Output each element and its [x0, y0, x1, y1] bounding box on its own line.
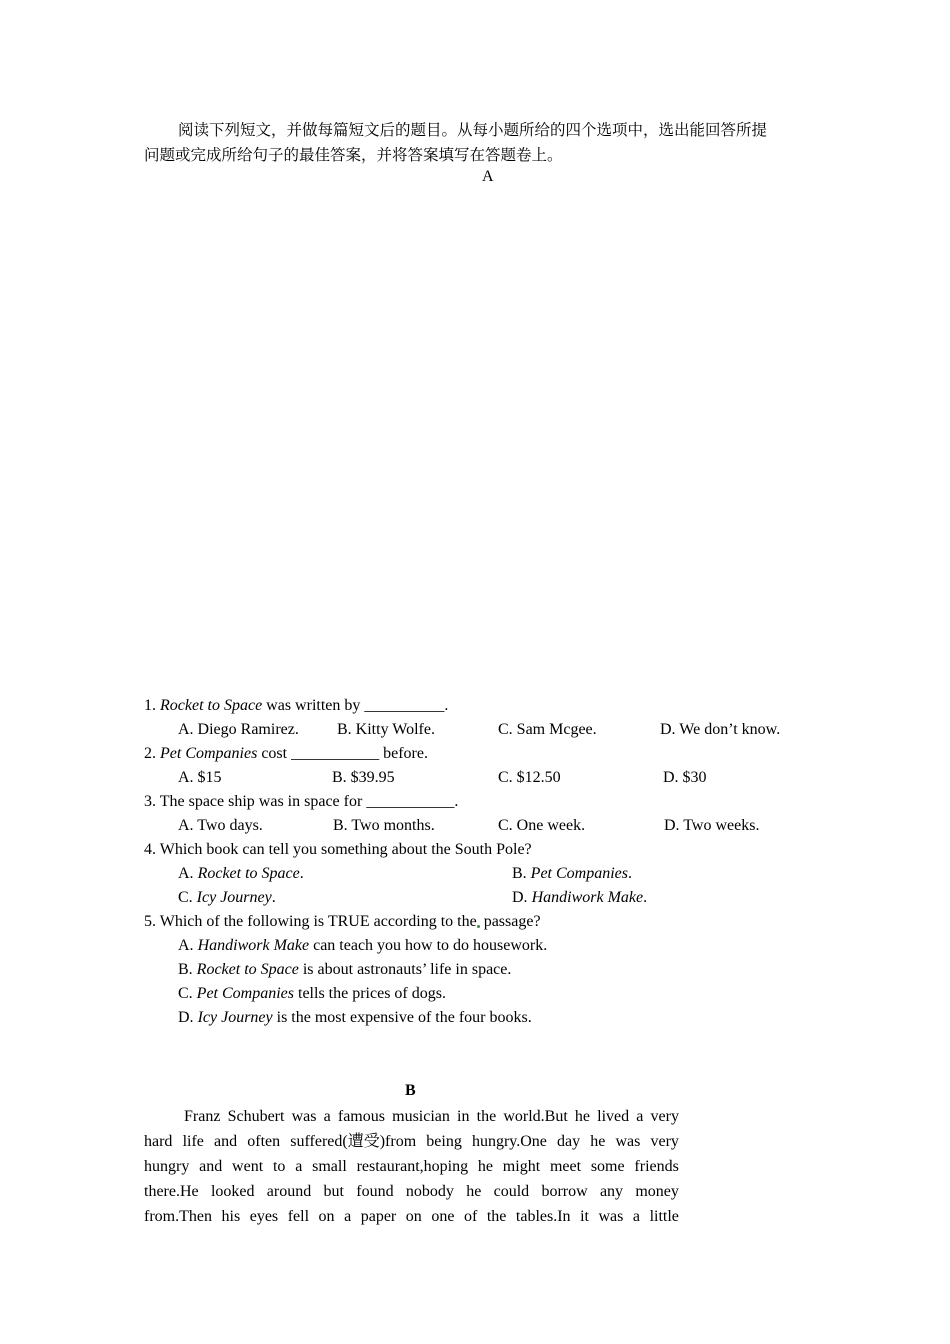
q4-option-d[interactable]: D. Handiwork Make. — [512, 889, 648, 906]
q3-option-b[interactable]: B. Two months. — [333, 817, 435, 834]
section-a-title: A — [482, 168, 494, 185]
q5-option-c[interactable]: C. Pet Companies tells the prices of dogs. — [178, 985, 446, 1002]
question-stem-end: passage? — [479, 913, 541, 930]
question-stem: The space ship was in space for ___________. — [159, 793, 459, 810]
q1-option-d[interactable]: D. We don’t know. — [660, 721, 781, 738]
passage-line: hungry and went to a small restaurant,hoping he might meet some friends — [144, 1158, 679, 1175]
q1-option-a[interactable]: A. Diego Ramirez. — [178, 721, 299, 738]
q4-option-a[interactable]: A. Rocket to Space. — [178, 865, 304, 882]
instructions-line-1: 阅读下列短文，并做每篇短文后的题目。从每小题所给的四个选项中，选出能回答所提 — [178, 121, 768, 139]
q5-option-a[interactable]: A. Handiwork Make can teach you how to do housework. — [178, 937, 548, 954]
q1-option-c[interactable]: C. Sam Mcgee. — [498, 721, 597, 738]
question-stem: cost ___________ before. — [257, 745, 428, 762]
q4-option-c[interactable]: C. Icy Journey. — [178, 889, 276, 906]
question-number: 3. — [144, 793, 156, 810]
question-stem: Which of the following is TRUE according to the — [159, 913, 477, 930]
passage-a-image-area — [144, 195, 804, 685]
q3-option-d[interactable]: D. Two weeks. — [664, 817, 760, 834]
question-number: 2. — [144, 745, 156, 762]
passage-line: from.Then his eyes fell on a paper on one of the tables.In it was a little — [144, 1208, 679, 1225]
q5-option-d[interactable]: D. Icy Journey is the most expensive of the four books. — [178, 1009, 532, 1026]
book-title: Rocket to Space — [160, 697, 263, 714]
question-stem: was written by __________. — [262, 697, 449, 714]
q1-option-b[interactable]: B. Kitty Wolfe. — [337, 721, 435, 738]
q2-option-c[interactable]: C. $12.50 — [498, 769, 561, 786]
q2-option-d[interactable]: D. $30 — [663, 769, 707, 786]
q4-option-b[interactable]: B. Pet Companies. — [512, 865, 632, 882]
q3-option-c[interactable]: C. One week. — [498, 817, 586, 834]
q2-option-b[interactable]: B. $39.95 — [332, 769, 395, 786]
question-3 — [144, 793, 458, 811]
section-b-title: B — [405, 1082, 416, 1099]
q3-option-a[interactable]: A. Two days. — [178, 817, 263, 834]
question-1 — [144, 697, 448, 715]
passage-line: there.He looked around but found nobody he could borrow any money — [144, 1183, 679, 1200]
question-stem: Which book can tell you something about the South Pole? — [159, 841, 532, 858]
question-number: 5. — [144, 913, 156, 930]
question-4 — [144, 841, 532, 859]
instructions-line-2: 问题或完成所给句子的最佳答案，并将答案填写在答题卷上。 — [144, 146, 563, 164]
q5-option-b[interactable]: B. Rocket to Space is about astronauts’ life in space. — [178, 961, 512, 978]
question-number: 4. — [144, 841, 156, 858]
q2-option-a[interactable]: A. $15 — [178, 769, 222, 786]
question-5 — [144, 913, 541, 931]
passage-b — [144, 1104, 679, 1229]
question-number: 1. — [144, 697, 156, 714]
passage-line: hard life and often suffered(遭受)from being hungry.One day he was very — [144, 1133, 679, 1150]
book-title: Pet Companies — [160, 745, 258, 762]
passage-line: Franz Schubert was a famous musician in the world.But he lived a very — [184, 1108, 679, 1125]
question-2 — [144, 745, 428, 763]
